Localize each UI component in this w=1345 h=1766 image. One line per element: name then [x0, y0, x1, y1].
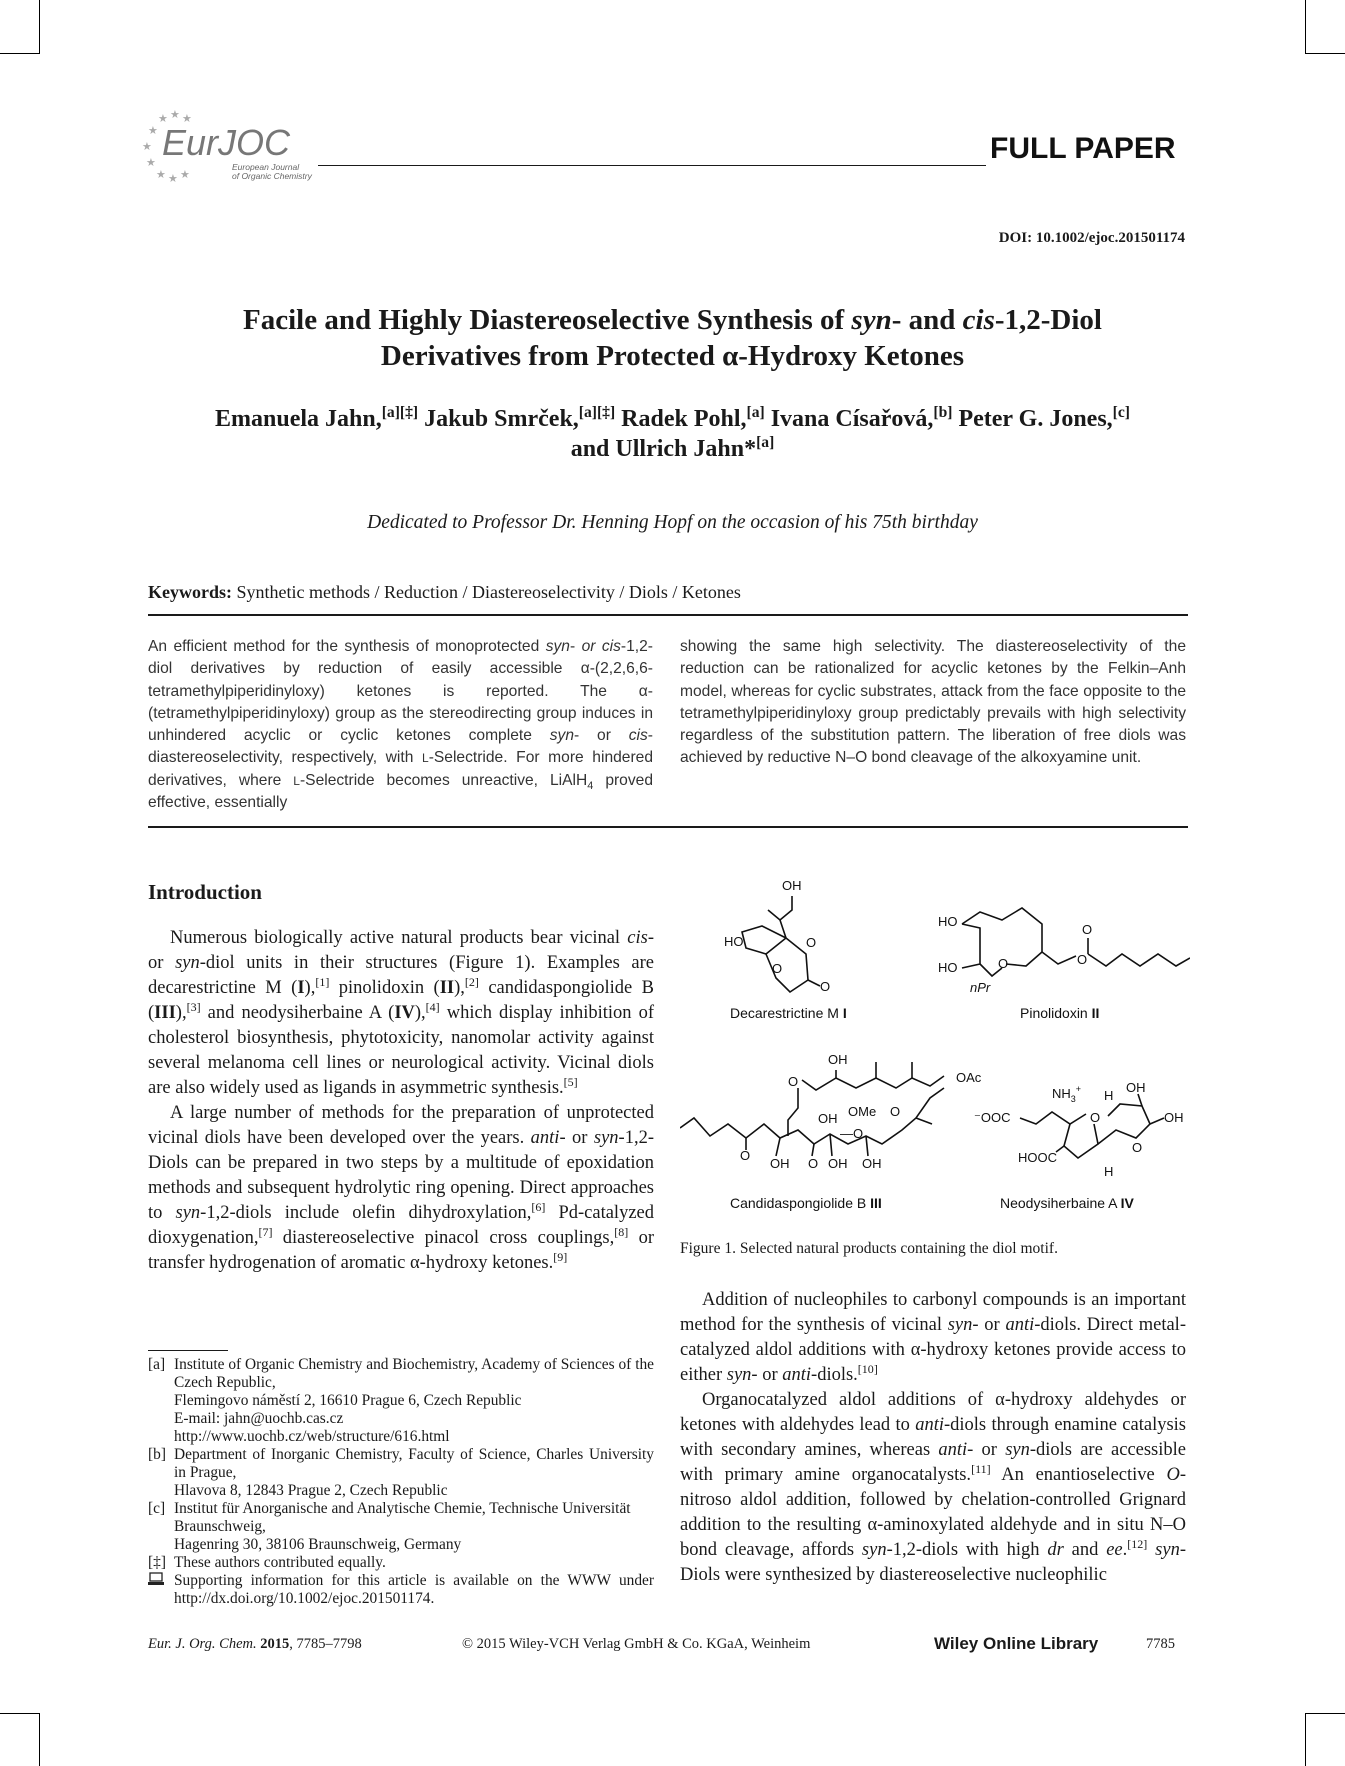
- abstract-col2: showing the same high selectivity. The diastereoselectivity of the reduction can be rationalized for acyclic ketones by the Felkin–Anh model, whereas for cyclic substrates, attack from the face opposite to the tetramethylpiperidinyloxy group predictably prevails with high selectivity regardless of the substitution pattern. The liberation of free diols was achieved by reductive N–O bond cleavage of the alkoxyamine unit.: [680, 638, 1186, 767]
- atom-label: O: [808, 1156, 819, 1171]
- text: -1,2-Diols can be prepared in two steps by a multitude of epoxidation methods and subsequent hydrolytic ring opening. Direct approaches to: [148, 1128, 654, 1223]
- footnote-mark: [c]: [148, 1500, 166, 1517]
- footer-pages: , 7785–7798: [289, 1636, 362, 1652]
- text: -1,2-diols include olefin dihydroxylation,: [200, 1203, 532, 1223]
- abstract-text: proved effective, essentially: [148, 771, 653, 812]
- text: I: [297, 978, 305, 998]
- affiliation-mark: [c]: [1112, 404, 1130, 421]
- crop-mark: [0, 1713, 40, 1714]
- text: -Diols were synthesized by diastereoselective nucleophilic: [680, 1540, 1186, 1585]
- footnote-text: Hlavova 8, 12843 Prague 2, Czech Republic: [174, 1482, 448, 1499]
- citation: [11]: [971, 1461, 991, 1476]
- atom-label: $NH_3^+$: [1052, 1084, 1082, 1104]
- title-text: syn: [851, 304, 892, 336]
- abstract-text: syn: [545, 638, 570, 655]
- text: syn: [947, 1315, 973, 1335]
- title-text: - and: [891, 304, 963, 336]
- svg-text:★: ★: [148, 124, 158, 137]
- text: syn: [593, 1128, 619, 1148]
- atom-label: OH: [818, 1111, 838, 1126]
- citation: [2]: [464, 974, 479, 989]
- atom-label: O: [890, 1104, 901, 1119]
- section-label: FULL PAPER: [990, 132, 1176, 165]
- footer-copyright: © 2015 Wiley-VCH Verlag GmbH & Co. KGaA, Weinheim: [462, 1636, 811, 1652]
- text: -diol units in their structures (Figure 1). Examples are decarestrictine M (: [148, 953, 654, 998]
- header-rule: [318, 165, 986, 166]
- text: and: [1063, 1540, 1107, 1560]
- logo-text: EurJOC: [162, 122, 291, 163]
- text: which display inhibition of cholesterol biosynthesis, phytotoxicity, nanomolar activity against several melanoma cell lines or neurological activity. Vicinal diols are also widely used as ligands in asymmetric synthesis.: [148, 1003, 654, 1098]
- atom-label: OH: [1164, 1110, 1184, 1125]
- atom-label: O: [1077, 952, 1088, 967]
- abstract-text: An efficient method for the synthesis of monoprotected: [148, 638, 546, 655]
- atom-label: O: [820, 979, 831, 994]
- atom-label: O: [772, 961, 783, 976]
- text: -diols.: [811, 1365, 858, 1385]
- text: syn: [1155, 1540, 1180, 1560]
- text: candidaspongiolide B (: [148, 978, 654, 1023]
- logo-subtitle: of Organic Chemistry: [232, 171, 312, 181]
- atom-label: HOOC: [1018, 1150, 1057, 1165]
- structure-decarestrictine: [724, 878, 830, 994]
- text: pinolidoxin (: [329, 978, 440, 998]
- doi: DOI: 10.1002/ejoc.201501174: [998, 230, 1185, 246]
- atom-label: OH: [770, 1156, 790, 1171]
- text: ee: [1106, 1540, 1123, 1560]
- title-text: Derivatives from Protected α-Hydroxy Ketones: [380, 340, 965, 372]
- citation: [1]: [315, 974, 330, 989]
- citation: [3]: [186, 999, 201, 1014]
- citation: [12]: [1127, 1536, 1148, 1551]
- atom-label: O: [998, 956, 1009, 971]
- atom-label: O: [1132, 1140, 1143, 1155]
- text: II: [439, 978, 455, 998]
- author: Radek Pohl,: [615, 406, 747, 432]
- abstract-text: 4: [587, 779, 594, 792]
- atom-label: H: [1104, 1164, 1114, 1179]
- affiliation-mark: [a]: [746, 404, 765, 421]
- text: -nitroso aldol addition, followed by chelation-controlled Grignard addition to the resulting α-aminoxylated aldehyde and in situ N–O bond cleavage, affords: [680, 1465, 1186, 1560]
- figure-caption: Figure 1. Selected natural products containing the diol motif.: [680, 1240, 1058, 1257]
- abstract-text: syn: [549, 727, 574, 745]
- text: syn: [861, 1540, 887, 1560]
- svg-text:★: ★: [168, 172, 178, 185]
- text: or transfer hydrogenation of aromatic α-hydroxy ketones.: [148, 1228, 654, 1273]
- text: anti: [782, 1365, 812, 1385]
- author: Jakub Smrček,: [418, 406, 579, 432]
- paragraph: [148, 926, 654, 1101]
- structure-label: Pinolidoxin II: [1020, 1005, 1100, 1021]
- text: Pd-catalyzed dioxygenation,: [148, 1203, 654, 1248]
- atom-label: OH: [1126, 1080, 1146, 1095]
- page-title: [0, 302, 1345, 374]
- text: IV: [394, 1003, 415, 1023]
- atom-label: OH: [828, 1156, 848, 1171]
- abstract-text: L: [422, 751, 429, 766]
- footnote-mark: [‡]: [148, 1554, 166, 1571]
- keywords: [148, 582, 741, 603]
- atom-label: HO: [938, 914, 958, 929]
- abstract-text: or cis: [581, 638, 621, 655]
- footnote-text: These authors contributed equally.: [174, 1554, 386, 1571]
- citation: [5]: [563, 1074, 578, 1089]
- text: ),: [175, 1003, 187, 1023]
- abstract-text: -Selectride becomes unreactive, LiAlH: [299, 771, 588, 789]
- atom-label: HO: [724, 934, 744, 949]
- text: anti: [938, 1440, 968, 1460]
- crop-mark: [1305, 1713, 1345, 1714]
- atom-label: O: [788, 1074, 799, 1089]
- text: III: [154, 1003, 176, 1023]
- svg-text:★: ★: [142, 140, 152, 153]
- footer-year: 2015: [256, 1636, 290, 1652]
- atom-label: OH: [782, 878, 802, 893]
- text: syn: [175, 1203, 201, 1223]
- text: [1147, 1540, 1155, 1560]
- footer-library[interactable]: Wiley Online Library: [934, 1634, 1099, 1653]
- text: ),: [304, 978, 316, 998]
- keywords-label: Keywords:: [148, 582, 232, 602]
- atom-label: OH: [862, 1156, 882, 1171]
- text: syn: [175, 953, 200, 973]
- text: syn: [1005, 1440, 1030, 1460]
- structure-label: Candidaspongiolide B III: [730, 1195, 882, 1211]
- footnote-link[interactable]: http://www.uochb.cz/web/structure/616.html: [174, 1428, 450, 1445]
- affiliation-mark: [a]: [756, 434, 775, 451]
- text: cis: [627, 928, 648, 948]
- footer-journal: Eur. J. Org. Chem.: [148, 1636, 257, 1652]
- abstract-text: L: [293, 773, 300, 788]
- crop-mark: [1305, 1713, 1306, 1766]
- abstract-col1: [148, 636, 653, 814]
- abstract-text: -: [569, 638, 576, 655]
- page-number: 7785: [1146, 1636, 1175, 1652]
- atom-label: OAc: [956, 1070, 982, 1085]
- author: and Ullrich Jahn*: [570, 436, 757, 462]
- text: -1,2-diols with high: [886, 1540, 1048, 1560]
- paragraph: [148, 1101, 654, 1276]
- journal-logo: [140, 108, 315, 188]
- crop-mark: [1305, 53, 1345, 54]
- footnote-rule: [148, 1350, 228, 1351]
- atom-label: nPr: [970, 980, 991, 995]
- svg-text:★: ★: [146, 156, 156, 169]
- text: - or: [751, 1365, 783, 1385]
- affiliation-mark: [b]: [933, 404, 953, 421]
- svg-text:★: ★: [180, 168, 190, 181]
- footnote-text: Supporting information for this article is available on the WWW under http://dx.doi.org/10.1002/ejoc.201501174.: [174, 1572, 654, 1607]
- dedication: Dedicated to Professor Dr. Henning Hopf on the occasion of his 75th birthday: [367, 512, 978, 533]
- text: ),: [454, 978, 465, 998]
- author-list: [0, 404, 1345, 464]
- abstract-rule-bottom: [148, 826, 1188, 828]
- author: Peter G. Jones,: [952, 406, 1113, 432]
- structure-neodysiherbaine: [974, 1080, 1184, 1179]
- footnote-mark: [b]: [148, 1446, 166, 1463]
- paragraph: [680, 1288, 1186, 1388]
- title-text: Facile and Highly Diastereoselective Synthesis of: [243, 304, 852, 336]
- svg-text:★: ★: [170, 108, 180, 121]
- text: - or: [972, 1315, 1006, 1335]
- svg-text:★: ★: [156, 168, 166, 181]
- atom-label: OMe: [848, 1104, 877, 1119]
- footnote-mark: [a]: [148, 1356, 166, 1373]
- text: - or: [967, 1440, 1006, 1460]
- abstract-text: -diastereoselectivity, respectively, with: [148, 727, 653, 767]
- abstract-rule-top: [148, 614, 1188, 616]
- text: Addition of nucleophiles to carbonyl compounds is an important method for the synthesis of vicinal: [680, 1290, 1186, 1335]
- text: - or: [559, 1128, 594, 1148]
- abstract-text: cis: [628, 727, 648, 745]
- text: dr: [1047, 1540, 1064, 1560]
- structure-pinolidoxin: [938, 908, 1190, 995]
- atom-label: O: [1090, 1110, 1101, 1125]
- title-text: -1,2-Diol: [994, 304, 1102, 336]
- footer-citation: [148, 1636, 362, 1653]
- citation: [7]: [258, 1224, 273, 1239]
- crop-mark: [0, 53, 40, 54]
- text: -diols through enamine catalysis with secondary amines, whereas: [680, 1415, 1187, 1460]
- text: Organocatalyzed aldol additions of α-hydroxy aldehydes or ketones with aldehydes lead to: [680, 1390, 1186, 1435]
- text: anti: [1005, 1315, 1035, 1335]
- author: Emanuela Jahn,: [215, 406, 382, 432]
- text: Numerous biologically active natural products bear vicinal: [170, 928, 628, 948]
- figure-1: [680, 868, 1190, 1228]
- title-text: cis: [962, 304, 995, 336]
- citation: [4]: [425, 999, 440, 1014]
- paragraph: [680, 1388, 1186, 1588]
- text: and neodysiherbaine A (: [200, 1003, 395, 1023]
- structure-label: Decarestrictine M I: [730, 1005, 847, 1021]
- text: A large number of methods for the preparation of unprotected vicinal diols have been developed over the years.: [148, 1103, 654, 1148]
- text: anti: [530, 1128, 560, 1148]
- text: -diols are accessible with primary amine organocatalysts.: [680, 1440, 1187, 1485]
- atom-label: O: [1082, 922, 1093, 937]
- footnote-text: Institut für Anorganische and Analytische Chemie, Technische Universität Braunschweig,: [174, 1500, 631, 1535]
- atom-label: O: [740, 1148, 751, 1163]
- footnote-text: Department of Inorganic Chemistry, Faculty of Science, Charles University in Prague,: [174, 1446, 654, 1481]
- citation: [6]: [531, 1199, 546, 1214]
- text: - or: [148, 928, 654, 973]
- text: diastereoselective pinacol cross couplings,: [272, 1228, 615, 1248]
- text: O: [1166, 1465, 1180, 1485]
- logo-subtitle: European Journal: [232, 162, 300, 172]
- computer-icon: [148, 1572, 174, 1608]
- citation: [8]: [614, 1224, 629, 1239]
- svg-text:★: ★: [158, 112, 168, 125]
- footnotes: [148, 1356, 654, 1608]
- atom-label: —O: [840, 1126, 864, 1141]
- abstract-text: -1,2-diol derivatives by reduction of easily accessible α-(2,2,6,6-tetramethylpiperidinyloxy) ketones is reported. The α-(tetramethylpiperidinyloxy) group as the stereodirecting group induces in unhindered acyclic or cyclic ketones complete: [148, 638, 653, 745]
- abstract-text: -Selectride. For more hindered derivatives, where: [148, 749, 653, 789]
- atom-label: ⁻OOC: [974, 1110, 1011, 1125]
- atom-label: O: [806, 935, 817, 950]
- text: anti: [915, 1415, 944, 1435]
- intro-column: [148, 926, 654, 1276]
- text: An enantioselective: [990, 1465, 1167, 1485]
- structure-label: Neodysiherbaine A IV: [1000, 1195, 1134, 1211]
- svg-text:★: ★: [182, 112, 192, 125]
- text: .: [1122, 1540, 1128, 1560]
- atom-label: H: [1104, 1088, 1114, 1103]
- author: Ivana Císařová,: [764, 406, 934, 432]
- right-column: [680, 1288, 1186, 1588]
- footnote-text: Hagenring 30, 38106 Braunschweig, Germany: [174, 1536, 462, 1553]
- structure-candidaspongiolide: [680, 1052, 982, 1171]
- text: syn: [726, 1365, 752, 1385]
- footnote-text: Flemingovo náměstí 2, 16610 Prague 6, Czech Republic: [174, 1392, 522, 1409]
- crop-mark: [1305, 0, 1306, 53]
- atom-label: HO: [938, 960, 958, 975]
- section-heading: Introduction: [148, 880, 262, 904]
- abstract-text: - or: [574, 727, 629, 745]
- citation: [9]: [553, 1249, 568, 1264]
- text: ),: [414, 1003, 426, 1023]
- footnote-text: Institute of Organic Chemistry and Biochemistry, Academy of Sciences of the Czech Republic,: [174, 1356, 654, 1391]
- footnote-email[interactable]: E-mail: jahn@uochb.cas.cz: [174, 1410, 344, 1427]
- affiliation-mark: [a][‡]: [578, 404, 616, 421]
- atom-label: OH: [828, 1052, 848, 1067]
- crop-mark: [39, 0, 40, 53]
- keywords-text: Synthetic methods / Reduction / Diastereoselectivity / Diols / Ketones: [232, 582, 741, 602]
- text: -diols. Direct metal-catalyzed aldol additions with α-hydroxy ketones provide access to either: [680, 1315, 1186, 1385]
- affiliation-mark: [a][‡]: [381, 404, 419, 421]
- citation: [10]: [857, 1361, 878, 1376]
- crop-mark: [39, 1713, 40, 1766]
